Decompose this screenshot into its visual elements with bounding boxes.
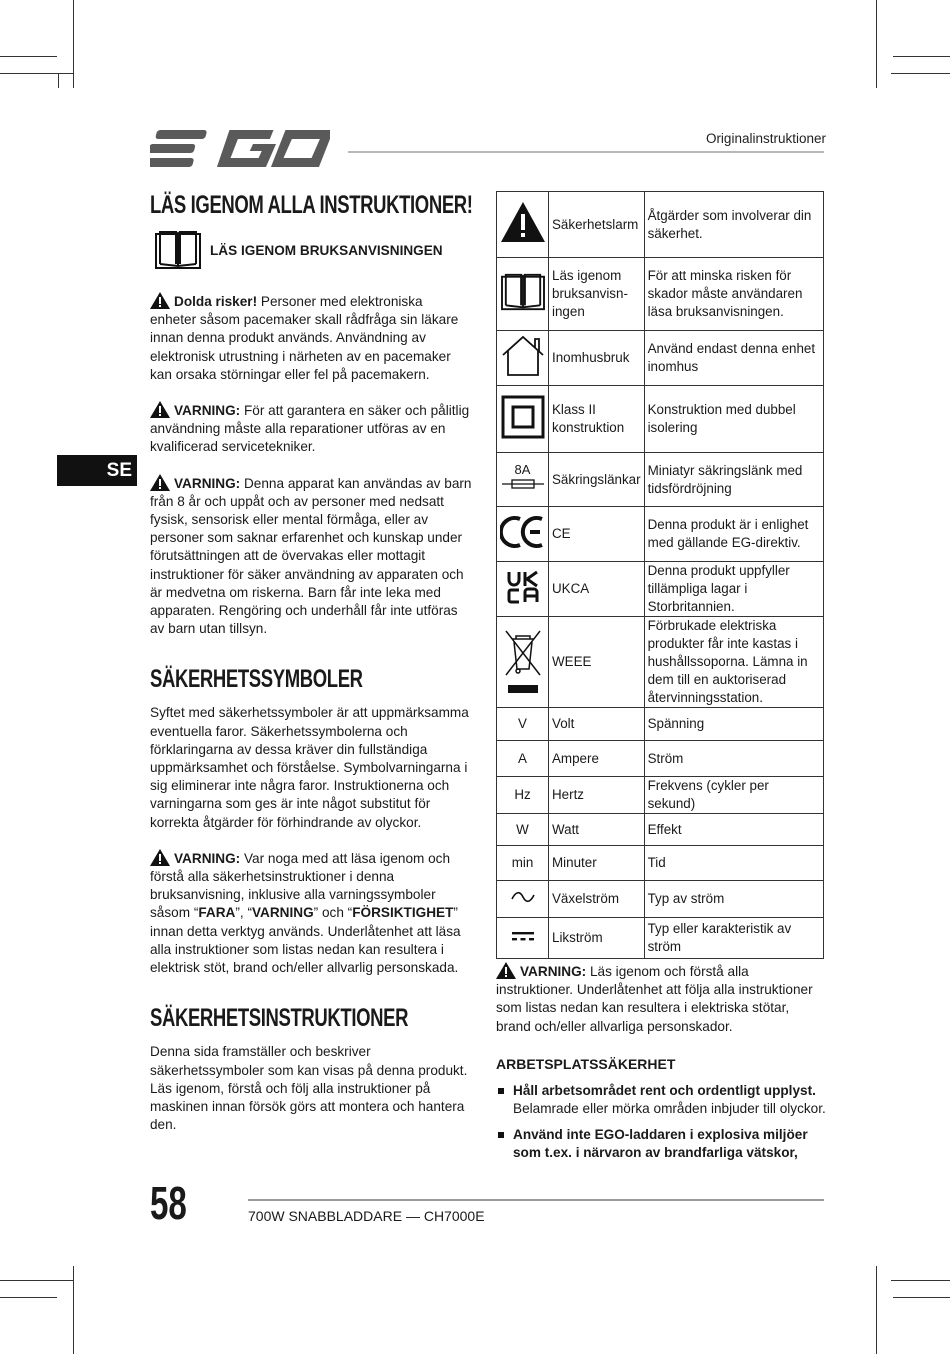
table-row	[497, 814, 824, 846]
warning-lead: VARNING:	[520, 964, 587, 979]
safety-instructions-title: SÄKERHETSINSTRUKTIONER	[150, 1004, 409, 1033]
crop-mark	[0, 1297, 57, 1298]
read-manual-row	[150, 228, 472, 272]
symbol-description: Förbrukade elektriska produkter får inte kastas i hushållssoporna. Lämna in dem till en auktoriserad återvinningsstation.	[644, 617, 823, 708]
symbol-cell: V	[497, 708, 549, 741]
table-row	[497, 846, 824, 881]
crop-mark	[58, 73, 59, 88]
warning-repairs-paragraph	[150, 401, 472, 457]
crop-mark	[0, 1280, 74, 1281]
symbol-name: Klass II konstruktion	[549, 386, 645, 453]
doc-label: Originalinstruktioner	[705, 131, 826, 146]
symbol-description: För att minska risken för skador måste användaren läsa bruksanvisningen.	[644, 258, 823, 331]
warning-triangle-icon	[150, 474, 170, 491]
crop-mark	[73, 0, 74, 88]
symbol-name: Inomhusbruk	[549, 331, 645, 386]
footer-divider	[248, 1199, 824, 1201]
warning-text: ” och “	[313, 905, 353, 921]
symbol-name: WEEE	[549, 617, 645, 708]
table-row	[497, 258, 824, 331]
warning-triangle-icon	[150, 849, 170, 866]
symbol-name: Växelström	[549, 881, 645, 918]
book-icon	[500, 271, 546, 313]
symbol-cell	[497, 453, 549, 507]
symbol-description: Konstruktion med dubbel isolering	[644, 386, 823, 453]
crop-mark	[876, 1266, 877, 1354]
warning-text: Var noga med att läsa igenom och förstå alla säkerhetsinstruktioner i denna bruksanvisning, inklusive alla varningssymboler såsom “	[150, 850, 451, 921]
read-instructions-title: LÄS IGENOM ALLA INSTRUKTIONER!	[150, 191, 473, 219]
crop-mark	[876, 0, 877, 88]
table-row	[497, 507, 824, 562]
ego-logo	[150, 127, 330, 176]
crop-mark	[0, 56, 57, 57]
bullet-bold: Håll arbetsområdet rent och ordentligt upplyst.	[513, 1082, 816, 1098]
symbol-cell: min	[497, 846, 549, 881]
varning-term: VARNING	[251, 905, 314, 921]
bullet-text: Belamrade eller mörka områden inbjuder till olyckor.	[513, 1101, 826, 1117]
table-row	[497, 777, 824, 814]
symbol-name: Likström	[549, 918, 645, 959]
table-row	[497, 386, 824, 453]
symbol-cell: A	[497, 741, 549, 777]
ce-mark-icon	[500, 515, 546, 549]
symbol-cell	[497, 507, 549, 562]
warning-triangle-icon	[150, 292, 170, 309]
symbol-cell	[497, 562, 549, 617]
symbol-name: Läs igenom bruksanvisn-ingen	[549, 258, 645, 331]
symbol-cell: W	[497, 814, 549, 846]
warning-triangle-icon	[496, 962, 516, 979]
book-icon	[154, 228, 202, 272]
symbol-description: Spänning	[644, 708, 823, 741]
warning-lead: VARNING:	[174, 850, 241, 866]
ac-wave-icon	[510, 891, 536, 903]
list-item	[496, 1082, 826, 1118]
product-name: 700W SNABBLADDARE — CH7000E	[248, 1208, 485, 1224]
safety-symbols-text: Syftet med säkerhetssymboler är att uppmärksamma eventuella faror. Säkerhetssymbolerna och förklaringarna av dessa kräver din fullständiga uppmärksamhet och förståelse. Symbolvarningarna i sig eliminerar inte några faror. Instruktionerna och varningarna som ges är inte något substitut för korrekta åtgärder för förhindrande av olyckor.	[150, 705, 469, 830]
warning-text: Denna apparat kan användas av barn från 8 år och uppåt och av personer med nedsatt fysisk, sensorisk eller mental förmåga, eller av personer som saknar erfarenhet och kunskap under förutsättningen att de övervakas eller mottagit instruktioner för säker användning av apparaten och är medvetna om riskerna. Barn får inte leka med apparaten. Rengöring och underhåll får inte utföras av barn utan tillsyn.	[150, 475, 472, 637]
symbol-name: UKCA	[549, 562, 645, 617]
symbol-description: Typ av ström	[644, 881, 823, 918]
symbol-cell	[497, 881, 549, 918]
symbol-description: Denna produkt uppfyller tillämpliga lagar i Storbritannien.	[644, 562, 823, 617]
crop-mark	[891, 1280, 950, 1281]
symbol-description: Använd endast denna enhet inomhus	[644, 331, 823, 386]
warning-lead: VARNING:	[174, 403, 241, 419]
symbol-cell	[497, 331, 549, 386]
safety-instructions-text: Denna sida framställer och beskriver säkerhetssymboler som kan visas på denna produkt. Läs igenom, förstå och följ alla instruktioner på maskinen innan försök görs att montera och hantera den.	[150, 1044, 468, 1133]
house-icon	[500, 335, 546, 377]
warning-text: För att garantera en säker och pålitlig användning måste alla reparationer utföras av en kvalificerad servicetekniker.	[150, 403, 470, 455]
symbol-name: Ampere	[549, 741, 645, 777]
symbol-cell: Hz	[497, 777, 549, 814]
crop-mark	[893, 56, 950, 57]
ukca-mark-icon	[506, 570, 540, 604]
symbol-cell	[497, 617, 549, 708]
symbol-description: Effekt	[644, 814, 823, 846]
table-row	[497, 617, 824, 708]
table-row	[497, 453, 824, 507]
hidden-risks-paragraph	[150, 292, 472, 384]
bullet-bold: Använd inte EGO-laddaren i explosiva miljöer som t.ex. i närvaron av brandfarliga vätskor,	[513, 1127, 808, 1161]
dc-symbol-icon	[511, 930, 535, 942]
warning-triangle-icon	[500, 201, 546, 243]
fuse-rating: 8A	[514, 462, 531, 477]
symbol-description: Miniatyr säkringslänk med tidsfördröjning	[644, 453, 823, 507]
safety-symbols-table	[496, 191, 824, 959]
warning-lead: VARNING:	[174, 475, 241, 491]
symbol-name: Watt	[549, 814, 645, 846]
warning-read-all-paragraph	[150, 849, 472, 977]
table-row	[497, 741, 824, 777]
left-column	[150, 190, 472, 1134]
symbol-description: Typ eller karakteristik av ström	[644, 918, 823, 959]
symbol-description: Frekvens (cykler per sekund)	[644, 777, 823, 814]
symbol-name: CE	[549, 507, 645, 562]
language-tab: SE	[57, 455, 137, 486]
forsiktighet-term: FÖRSIKTIGHET	[352, 905, 454, 921]
symbol-name: Hertz	[549, 777, 645, 814]
crossed-bin-icon	[500, 625, 546, 695]
hidden-risks-text: Personer med elektroniska enheter såsom pacemaker skall rådfråga sin läkare innan denna produkt används. Användning av elektronisk utrustning i närheten av en pacemaker kan orsaka störningar eller fel på pacemakern.	[150, 294, 459, 382]
symbol-name: Säkringslänkar	[549, 453, 645, 507]
symbol-cell	[497, 918, 549, 959]
table-row	[497, 708, 824, 741]
double-square-icon	[500, 394, 546, 440]
right-column-text	[496, 962, 826, 1163]
symbol-description: Tid	[644, 846, 823, 881]
symbol-name: Volt	[549, 708, 645, 741]
fara-term: FARA	[198, 905, 236, 921]
table-row	[497, 192, 824, 258]
workplace-safety-heading: ARBETSPLATSSÄKERHET	[496, 1055, 676, 1072]
symbol-cell	[497, 258, 549, 331]
symbol-description: Denna produkt är i enlighet med gällande EG-direktiv.	[644, 507, 823, 562]
symbol-cell	[497, 192, 549, 258]
warning-text: ” innan detta verktyg används. Underlåtenhet att läsa alla instruktioner som listas nedan kan resultera i elektrisk stöt, brand och/eller allvarlig personskada.	[150, 905, 461, 976]
warning-follow-paragraph	[496, 962, 826, 1036]
warning-text: ”, “	[235, 905, 252, 921]
header-divider	[348, 151, 824, 153]
warning-text: Läs igenom och förstå alla instruktioner. Underlåtenhet att följa alla instruktioner som listas nedan kan resultera i elektriska stötar, brand och/eller allvarliga personskador.	[496, 964, 813, 1034]
warning-triangle-icon	[150, 401, 170, 418]
crop-mark	[0, 73, 74, 74]
table-row	[497, 331, 824, 386]
page-number: 58	[150, 1177, 187, 1229]
safety-symbols-title: SÄKERHETSSYMBOLER	[150, 665, 363, 694]
hidden-risks-lead: Dolda risker!	[174, 294, 258, 309]
symbol-name: Säkerhetslarm	[549, 192, 645, 258]
read-manual-label: LÄS IGENOM BRUKSANVISNINGEN	[210, 242, 443, 258]
symbol-cell	[497, 386, 549, 453]
table-row	[497, 918, 824, 959]
table-row	[497, 562, 824, 617]
symbol-description: Ström	[644, 741, 823, 777]
table-row	[497, 881, 824, 918]
crop-mark	[891, 73, 950, 74]
symbol-name: Minuter	[549, 846, 645, 881]
crop-mark	[893, 1297, 950, 1298]
fuse-icon	[500, 477, 546, 491]
symbol-description: Åtgärder som involverar din säkerhet.	[644, 192, 823, 258]
warning-children-paragraph	[150, 474, 472, 639]
list-item	[496, 1126, 826, 1162]
